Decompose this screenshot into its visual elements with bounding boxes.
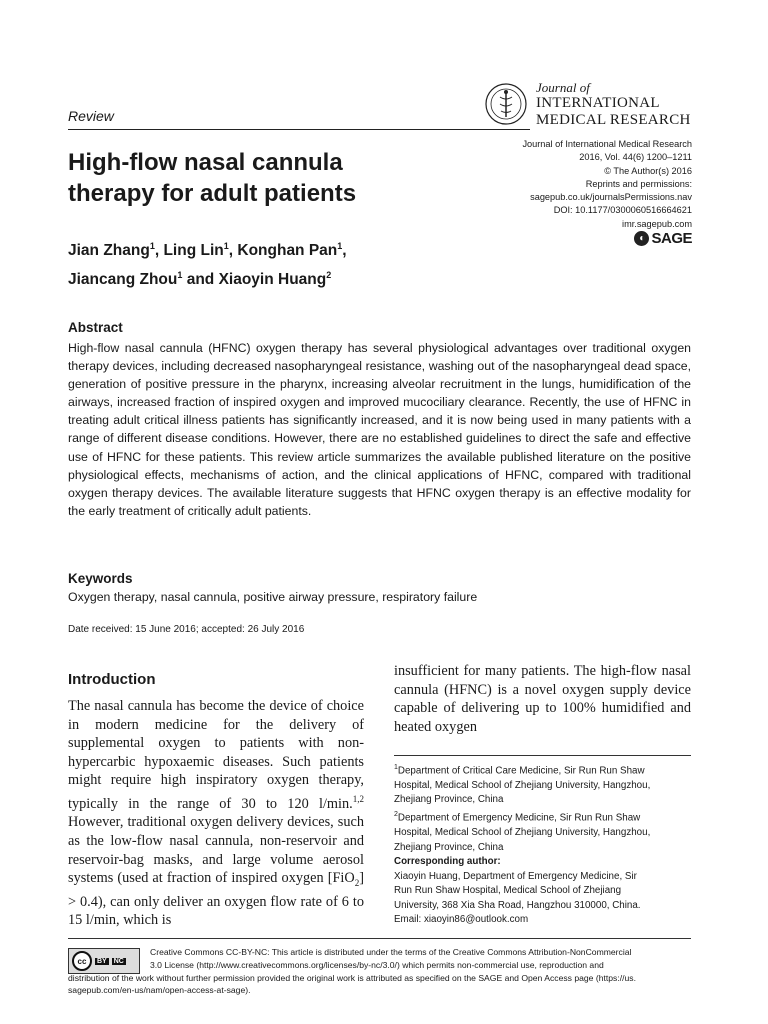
affiliation-2-line: Zhejiang Province, China	[394, 841, 504, 853]
author-affil-mark: 1	[149, 241, 155, 251]
journal-name-line2: MEDICAL RESEARCH	[536, 112, 691, 128]
meta-site-link[interactable]: imr.sagepub.com	[622, 218, 692, 229]
license-line: sagepub.com/en-us/nam/open-access-at-sage).	[68, 985, 251, 996]
footnote-rule	[394, 755, 691, 756]
sage-icon: ◐	[634, 231, 649, 246]
license-rule	[68, 938, 691, 939]
meta-journal: Journal of International Medical Research	[522, 139, 692, 149]
abstract-body: High-flow nasal cannula (HFNC) oxygen therapy has several physiological advantages over traditional oxygen therapy devices, including decreased nasopharyngeal resistance, washing out of the nasopharyngeal dead space, generation of positive pressure in the pharynx, increasing alveolar recruitment in the lungs, humidification of the airways, increased fraction of inspired oxygen and improved mucociliary clearance. Recently, the use of HFNC in treating adult critical illness patients has significantly increased, and it is now being used in many patients with a range of different disease conditions. However, there are no established guidelines to direct the safe and effective use of HFNC for these patients. This review article summarizes the available published literature on the positive physiological effects, mechanisms of action, and the clinical applications of HFNC, compared with traditional oxygen therapy devices. The available literature suggests that HFNC oxygen therapy is an effective modality for the early treatment of critically adult patients.	[68, 341, 691, 518]
author-name: Jiancang Zhou	[68, 271, 178, 289]
author-name: Jian Zhang	[68, 242, 150, 260]
nc-icon: NC	[113, 957, 124, 965]
author-name: Ling Lin	[163, 242, 224, 260]
citation-ref[interactable]: 1,2	[352, 793, 364, 804]
affiliation-1-line: Hospital, Medical School of Zhejiang University, Hangzhou,	[394, 779, 651, 791]
introduction-right-column: insufficient for many patients. The high-flow nasal cannula (HFNC) is a novel oxygen supply device capable of delivering up to 100% humidified and heated oxygen	[394, 663, 691, 735]
license-text	[68, 946, 691, 997]
by-icon: BY	[97, 957, 107, 965]
publisher-name: SAGE	[651, 230, 692, 247]
article-title	[68, 147, 498, 209]
license-line: 3.0 License (http://www.creativecommons.org/licenses/by-nc/3.0/) which permits non-commercial use, reproduction and	[150, 959, 604, 970]
meta-doi[interactable]: DOI: 10.1177/0300060516664621	[553, 205, 692, 216]
affiliation-1-line: $^1$Department of Critical Care Medicine, Sir Run Run Shaw	[394, 764, 645, 777]
cc-icon: cc	[72, 951, 92, 971]
author-list: Jian Zhang$^1$, Ling Lin$^1$, Konghan Pan$^1$, Jiancang Zhou$^1$ and Xiaoyin Huang$^2$	[68, 241, 347, 289]
corresponding-author-line: University, 368 Xia Sha Road, Hangzhou 310000, China.	[394, 899, 641, 911]
journal-logo	[484, 80, 694, 132]
author-name: Xiaoyin Huang	[218, 271, 327, 289]
title-line-2: therapy for adult patients	[68, 180, 357, 207]
corresponding-author-line: Xiaoyin Huang, Department of Emergency Medicine, Sir	[394, 870, 637, 882]
affiliation-2-line: $^2$Department of Emergency Medicine, Sir Run Run Shaw	[394, 811, 641, 824]
corresponding-author-line: Run Run Shaw Hospital, Medical School of Zhejiang	[394, 885, 622, 897]
journal-seal-icon	[484, 82, 528, 126]
author-name: Konghan Pan	[237, 242, 338, 260]
article-type-label: Review	[68, 108, 114, 124]
abstract-heading: Abstract	[68, 320, 123, 335]
affiliation-2-line: Hospital, Medical School of Zhejiang University, Hangzhou,	[394, 826, 651, 838]
license-line: distribution of the work without further permission provided the original work is attributed as specified on the SAGE and Open Access page (https://us.	[68, 972, 636, 983]
corresponding-author-heading: Corresponding author:	[394, 856, 501, 868]
affiliation-1-line: Zhejiang Province, China	[394, 794, 504, 806]
journal-of-text: Journal of	[536, 80, 590, 95]
author-affil-mark: 1	[337, 241, 343, 251]
corresponding-author-email[interactable]: Email: xiaoyin86@outlook.com	[394, 914, 529, 926]
introduction-left-column: The nasal cannula has become the device of choice in modern medicine for the delivery of supplemental oxygen to patients with non-hypercarbic hypoxaemic diseases. Such patients might require high inspiratory oxygen therapy, typically in the range of 30 to 120 l/min.$^{1,2}$ However, traditional oxygen delivery devices, such as the low-flow nasal cannula, non-reservoir and reservoir-bag masks, and large volume aerosol systems (used at fraction of inspired oxygen [FiO$_2$] > 0.4), can only deliver an oxygen flow rate of 6 to 15 l/min, which is	[68, 698, 364, 929]
introduction-heading: Introduction	[68, 671, 156, 688]
meta-permissions-link[interactable]: sagepub.co.uk/journalsPermissions.nav	[530, 192, 692, 203]
header-rule	[68, 129, 530, 130]
license-line: Creative Commons CC-BY-NC: This article is distributed under the terms of the Creative Commons Attribution-NonCommercial	[150, 947, 632, 957]
meta-volume: 2016, Vol. 44(6) 1200–1211	[579, 152, 692, 163]
publisher-logo	[634, 230, 692, 247]
author-affil-mark: 1	[223, 241, 229, 251]
meta-reprints: Reprints and permissions:	[585, 178, 692, 189]
date-received: Date received: 15 June 2016; accepted: 26 July 2016	[68, 624, 305, 635]
author-affil-mark: 1	[177, 270, 183, 281]
keywords-heading: Keywords	[68, 571, 133, 586]
keywords-list: Oxygen therapy, nasal cannula, positive airway pressure, respiratory failure	[68, 590, 478, 604]
author-affil-mark: 2	[326, 270, 332, 281]
affiliations	[394, 761, 694, 928]
meta-copyright: © The Author(s) 2016	[604, 165, 692, 176]
journal-name-line1: INTERNATIONAL	[536, 95, 660, 111]
title-line-1: High-flow nasal cannula	[68, 149, 343, 176]
